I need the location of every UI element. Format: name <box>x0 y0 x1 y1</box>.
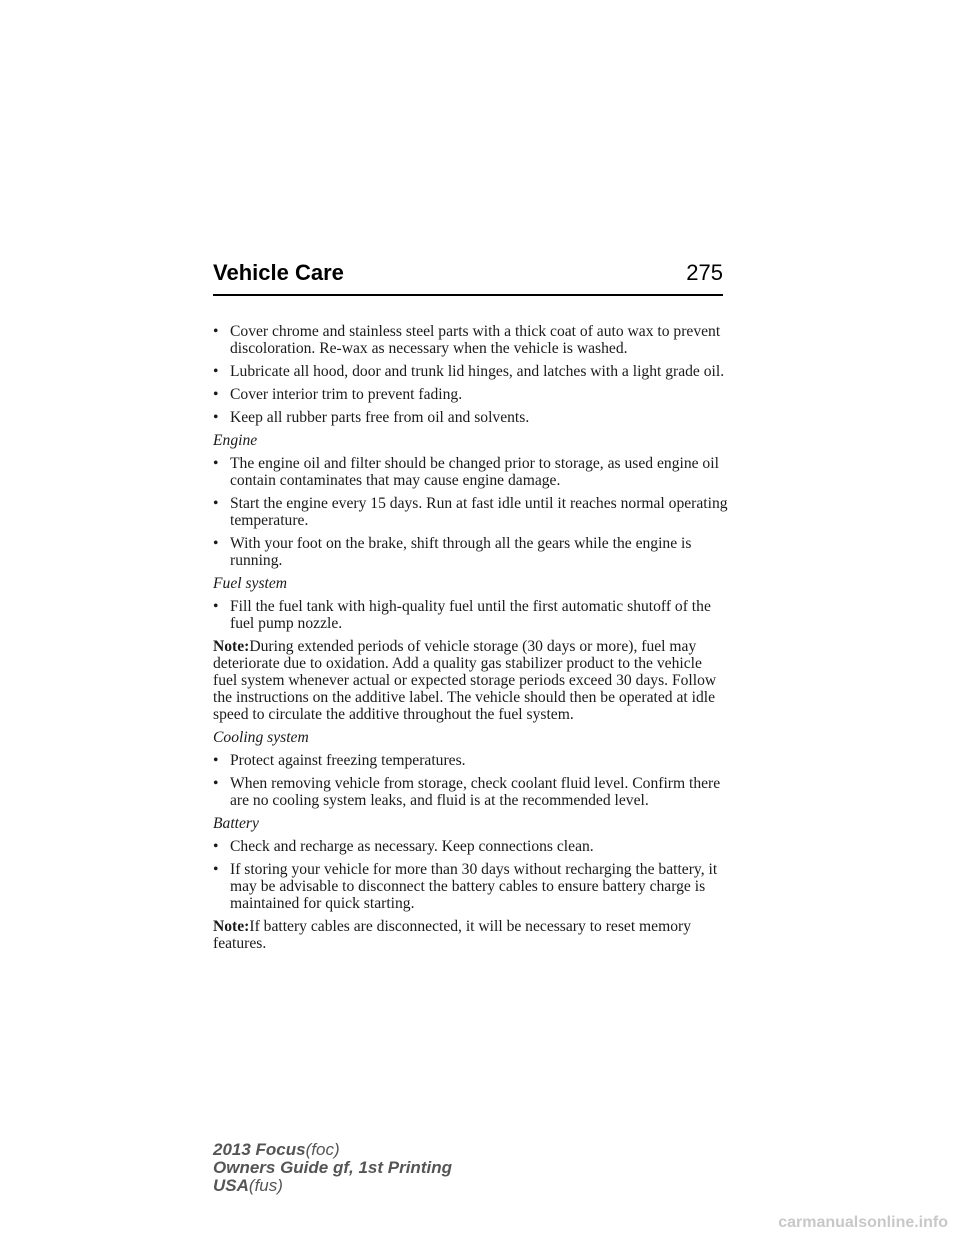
list-item: • When removing vehicle from storage, check coolant fluid level. Confirm there are no cooling system leaks, and fluid is at the recommended level. <box>213 775 721 809</box>
list-item: • Start the engine every 15 days. Run at fast idle until it reaches normal operating temperature. <box>213 495 728 529</box>
list-item: • Check and recharge as necessary. Keep connections clean. <box>213 838 594 855</box>
footer-line-model: 2013 Focus(foc) <box>213 1140 340 1159</box>
bullet-icon: • <box>213 495 219 512</box>
page-number: 275 <box>686 260 723 285</box>
bullet-icon: • <box>213 409 219 426</box>
list-item: • Protect against freezing temperatures. <box>213 752 466 769</box>
list-item: • The engine oil and filter should be changed prior to storage, as used engine oil contain contaminates that may cause engine damage. <box>213 455 719 489</box>
battery-heading: Battery <box>213 815 259 832</box>
battery-note <box>213 918 728 952</box>
bullet-icon: • <box>213 598 219 615</box>
list-item: • Cover interior trim to prevent fading. <box>213 386 463 403</box>
watermark-text: carmanualsonline.info <box>778 1214 948 1231</box>
page-body <box>213 323 728 958</box>
bullet-icon: • <box>213 323 219 340</box>
bullet-icon: • <box>213 838 219 855</box>
list-item: • Lubricate all hood, door and trunk lid hinges, and latches with a light grade oil. <box>213 363 725 380</box>
note-label: Note: <box>213 638 250 655</box>
list-item: • If storing your vehicle for more than 30 days without recharging the battery, it may be advisable to disconnect the battery cables to ensure battery charge is maintained for quick starting. <box>213 861 718 912</box>
note-text: If battery cables are disconnected, it will be necessary to reset memory features. <box>213 918 692 952</box>
note-label: Note: <box>213 918 250 935</box>
footer-line-printing: Owners Guide gf, 1st Printing <box>213 1158 452 1177</box>
bullet-icon: • <box>213 363 219 380</box>
bullet-icon: • <box>213 752 219 769</box>
list-item: • With your foot on the brake, shift through all the gears while the engine is running. <box>213 535 692 569</box>
list-item: • Cover chrome and stainless steel parts with a thick coat of auto wax to prevent discoloration. Re-wax as necessary when the vehicle is washed. <box>213 323 721 357</box>
list-item: • Keep all rubber parts free from oil and solvents. <box>213 409 530 426</box>
page-footer <box>213 1141 452 1195</box>
cooling-heading: Cooling system <box>213 729 309 746</box>
note-text: During extended periods of vehicle storage (30 days or more), fuel may deteriorate due to oxidation. Add a quality gas stabilizer product to the vehicle fuel system whenever actual or expected storage periods exceed 30 days. Follow the instructions on the additive label. The vehicle should then be operated at idle speed to circulate the additive throughout the fuel system. <box>213 638 717 723</box>
fuel-note <box>213 638 728 723</box>
footer-line-region: USA(fus) <box>213 1176 283 1195</box>
list-item: • Fill the fuel tank with high-quality fuel until the first automatic shutoff of the fuel pump nozzle. <box>213 598 711 632</box>
bullet-icon: • <box>213 775 219 792</box>
bullet-icon: • <box>213 386 219 403</box>
bullet-icon: • <box>213 861 219 878</box>
fuel-heading: Fuel system <box>213 575 288 592</box>
engine-heading: Engine <box>213 432 258 449</box>
section-title: Vehicle Care <box>213 260 344 285</box>
bullet-icon: • <box>213 455 219 472</box>
page-header <box>213 258 723 296</box>
bullet-icon: • <box>213 535 219 552</box>
